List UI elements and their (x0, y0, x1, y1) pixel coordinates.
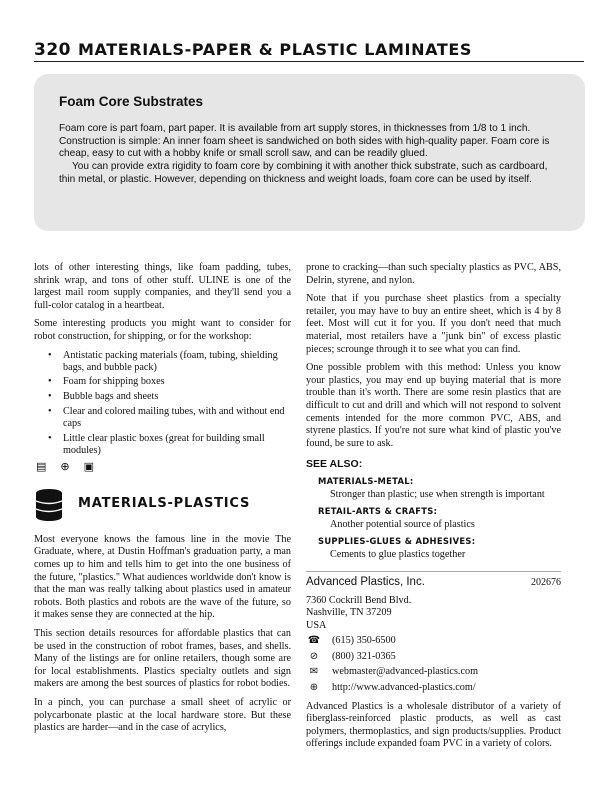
phone-number: (615) 350-6500 (332, 635, 396, 647)
email-address[interactable]: webmaster@advanced-plastics.com (332, 666, 479, 678)
see-also-key: SUPPLIES-GLUES & ADHESIVES: (318, 536, 476, 547)
listing-header (306, 576, 561, 590)
fax-icon: ⊘ (309, 650, 319, 662)
body-paragraph: lots of other interesting things, like foam padding, tubes, shrink wrap, and tons of other stuff. ULINE is one of the largest mail room supply companies, and they'll send you a full-color catalog in a heartbeat. (34, 262, 291, 311)
section-title: MATERIALS-PLASTICS (78, 496, 251, 512)
see-also-item (306, 505, 561, 531)
body-paragraph: In a pinch, you can purchase a small sheet of acrylic or polycarbonate plastic at the local hardware store. But these plastics are harder—and in the case of acrylics, (34, 696, 291, 734)
list-item: • Antistatic packing materials (foam, tubing, shielding bags, and bubble pack) (48, 350, 291, 374)
vendor-listing (306, 571, 561, 751)
see-also-item (306, 535, 561, 561)
sidebar-title: Foam Core Substrates (59, 94, 204, 109)
product-list (34, 350, 291, 458)
page-title: MATERIALS-PAPER & PLASTIC LAMINATES (78, 40, 472, 59)
see-also-desc: Another potential source of plastics (330, 518, 475, 530)
body-paragraph: prone to cracking—than such specialty plastics as PVC, ABS, Delrin, styrene, and nylon. (306, 262, 561, 286)
vendor-name: Advanced Plastics, Inc. (306, 576, 425, 589)
left-column (34, 262, 291, 741)
fax-number: (800) 321-0365 (332, 650, 396, 662)
see-also-desc: Stronger than plastic; use when strength is important (330, 488, 545, 500)
phone-icon: ☎ (307, 635, 321, 647)
see-also-heading: SEE ALSO: (306, 458, 363, 471)
address-line: Nashville, TN 37209 (306, 607, 392, 619)
phone-row (306, 635, 561, 648)
page-number: 320 (34, 40, 71, 60)
computer-icon: ▣ (83, 460, 95, 474)
globe-icon: ⊕ (60, 460, 70, 474)
body-paragraph: This section details resources for affordable plastics that can be used in the construction of robot frames, bases, and shells. Many of the listings are for online retailers, though some are for local establishments. Plastics specialty outlets and sign makers are among the best sources of plastics for robot bodies. (34, 627, 291, 690)
see-also-key: MATERIALS-METAL: (318, 475, 414, 486)
url-row (306, 682, 561, 695)
section-heading (34, 488, 291, 522)
page-header (34, 38, 584, 62)
address-line: 7360 Cockrill Bend Blvd. (306, 595, 412, 607)
web-icon: ⊕ (309, 682, 319, 694)
body-paragraph: Some interesting products you might want to consider for robot construction, for shipping, or for the workshop: (34, 318, 291, 342)
list-item: • Little clear plastic boxes (great for building small modules) (48, 433, 291, 457)
category-icons (36, 461, 291, 474)
vendor-id: 202676 (531, 577, 561, 589)
sidebar-paragraph: Foam core is part foam, part paper. It is available from art supply stores, in thicknesses from 1/8 to 1 inch. Construction is simple: An inner foam sheet is sandwiched on both sides with high-quality paper. Foam core is cheap, easy to cut with a hobby knife or small scroll saw, and can be readily glued. (59, 123, 550, 160)
see-also-item (306, 475, 561, 501)
email-row (306, 666, 561, 679)
list-item: • Clear and colored mailing tubes, with and without end caps (48, 406, 291, 430)
address-line: USA (306, 619, 327, 631)
see-also-desc: Cements to glue plastics together (330, 548, 466, 560)
see-also-key: RETAIL-ARTS & CRAFTS: (318, 506, 438, 517)
fax-row (306, 651, 561, 664)
body-paragraph: Most everyone knows the famous line in the movie The Graduate, where, at Dustin Hoffman's graduation party, a man comes up to him and tells him to get into the one business of the future, "plastics." What audiences worldwide don't know is that the man was really talking about plastics used in amateur robots. Both plastics and robots are the wave of the future, so it makes sense they are connected at the hip. (34, 533, 291, 621)
vendor-description: Advanced Plastics is a wholesale distributor of a variety of fiberglass-reinforced plastic products, as well as cast polymers, thermoplastics, and sign products/supplies. Product offerings include expanded foam PVC in a variety of colors. (306, 700, 561, 750)
body-paragraph: Note that if you purchase sheet plastics from a specialty retailer, you may have to buy an entire sheet, which is 4 by 8 feet. Most will cut it for you. If you don't need that much material, most retailers have a "junk bin" of excess plastic pieces; scrounge through it to see what you can find. (306, 293, 561, 355)
sidebar-box (34, 74, 585, 231)
body-paragraph: One possible problem with this method: Unless you know your plastics, you may end up buying material that is more trouble than it's worth. There are some resin plastics that are difficult to cut and drill and which will not respond to solvent cements intended for the more common PVC, ABS, and styrene plastics. If you're not sure what kind of plastic you've found, be sure to ask. (306, 362, 561, 449)
list-item: • Foam for shipping boxes (48, 376, 291, 388)
vendor-address (306, 595, 561, 632)
email-icon: ✉ (309, 666, 319, 678)
website-link[interactable]: http://www.advanced-plastics.com/ (332, 682, 476, 694)
sidebar-paragraph: You can provide extra rigidity to foam core by combining it with another thick substrate, such as cardboard, thin metal, or plastic. However, depending on thickness and weight loads, foam core can be used by itself. (59, 161, 548, 185)
document-icon: ▤ (36, 460, 47, 474)
barrel-icon (34, 488, 64, 522)
list-item: • Bubble bags and sheets (48, 391, 291, 403)
right-column (306, 262, 561, 757)
